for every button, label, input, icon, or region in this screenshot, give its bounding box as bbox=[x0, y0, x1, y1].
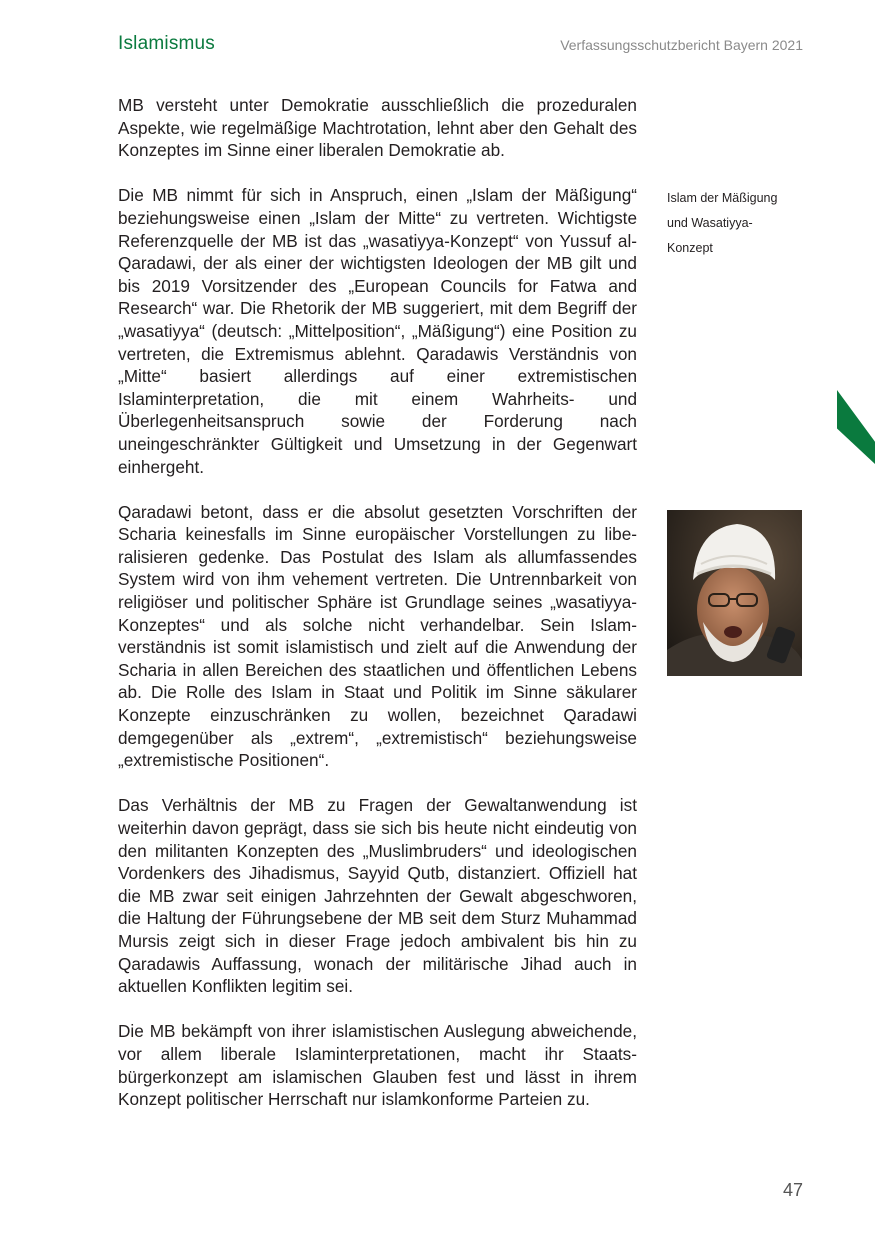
portrait-image bbox=[667, 510, 802, 676]
chapter-tab-marker bbox=[837, 390, 875, 464]
paragraph: Qaradawi betont, dass er die absolut gesetzten Vorschriften der Scharia keinesfalls im Sinne europäischer Vorstellungen zu liberalisieren gedenke. Das Postulat des Islam als allumfassendes System wird von ihm vehement vertreten. Die Untrennbarkeit von religiöser und politischer Sphäre ist Grundlage seines „wasatiyya-Konzeptes“ und als solche nicht verhandelbar. Sein Islamverständnis ist somit islamistisch und zielt auf die Anwendung der Scharia in allen Bereichen des staatlichen und öffentlichen Lebens ab. Die Rolle des Islam in Staat und Politik im Sinne säkularer Konzepte einzuschränken zu wollen, bezeichnet Qaradawi demgegenüber als „extrem“, „extremistisch“ beziehungsweise „extremistische Positionen“. bbox=[118, 501, 637, 771]
paragraph: Die MB bekämpft von ihrer islamistischen Auslegung abweichende, vor allem liberale Islaminterpretationen, macht ihr Staatsbürgerkonzept am islamischen Glauben fest und lässt in ihrem Konzept politischer Herrschaft nur islamkonforme Parteien zu. bbox=[118, 1021, 637, 1110]
margin-note-line: und Wasatiyya- bbox=[667, 216, 753, 230]
publication-title: Verfassungsschutzbericht Bayern 2021 bbox=[560, 37, 803, 53]
page-number: 47 bbox=[782, 1180, 803, 1200]
margin-note-line: Islam der Mäßigung bbox=[667, 191, 778, 205]
portrait-photo bbox=[667, 510, 802, 676]
paragraph: Die MB nimmt für sich in Anspruch, einen „Islam der Mäßigung“ beziehungsweise einen „Islam der Mitte“ zu vertreten. Wichtigste Referenzquelle der MB ist das „wasatiyya-Konzept“ von Yussuf al-Qaradawi, der als einer der wichtigsten Ideologen der MB gilt und bis 2019 Vorsitzender des „European Councils for Fatwa and Research“ war. Die Rhetorik der MB suggeriert, mit dem Begriff der „wasatiyya“ (deutsch: „Mittelposition“, „Mäßigung“) eine Position zu vertreten, die Extremismus ablehnt. Qaradawis Verständnis von „Mitte“ basiert allerdings auf einer extremistischen Islaminterpretation, die mit einem Wahrheits- und Überlegenheitsanspruch sowie der Forderung nach uneingeschränkter Gültigkeit und Umsetzung in der Gegenwart einhergeht. bbox=[118, 185, 637, 477]
paragraph: Das Verhältnis der MB zu Fragen der Gewaltanwendung ist weiterhin davon geprägt, dass sie sich bis heute nicht eindeutig von den militanten Konzepten des „Muslimbruders“ und ideologischen Vordenkers des Jihadismus, Sayyid Qutb, distanziert. Offiziell hat die MB zwar seit einigen Jahrzehnten der Gewalt abgeschworen, die Haltung der Führungsebene der MB seit dem Sturz Muhammad Mursis zeigt sich in dieser Frage jedoch ambivalent bis hin zu Qaradawis Auffassung, wonach der militärische Jihad auch in aktuellen Konflikten legitim sei. bbox=[118, 795, 637, 997]
paragraph: MB versteht unter Demokratie ausschließlich die prozeduralen Aspekte, wie regelmäßige Machtrotation, lehnt aber den Gehalt des Konzeptes im Sinne einer liberalen Demokratie ab. bbox=[118, 95, 637, 161]
margin-note bbox=[667, 186, 807, 261]
margin-note-line: Konzept bbox=[667, 241, 713, 255]
section-title: Islamismus bbox=[118, 33, 216, 54]
body-text bbox=[118, 94, 637, 1133]
